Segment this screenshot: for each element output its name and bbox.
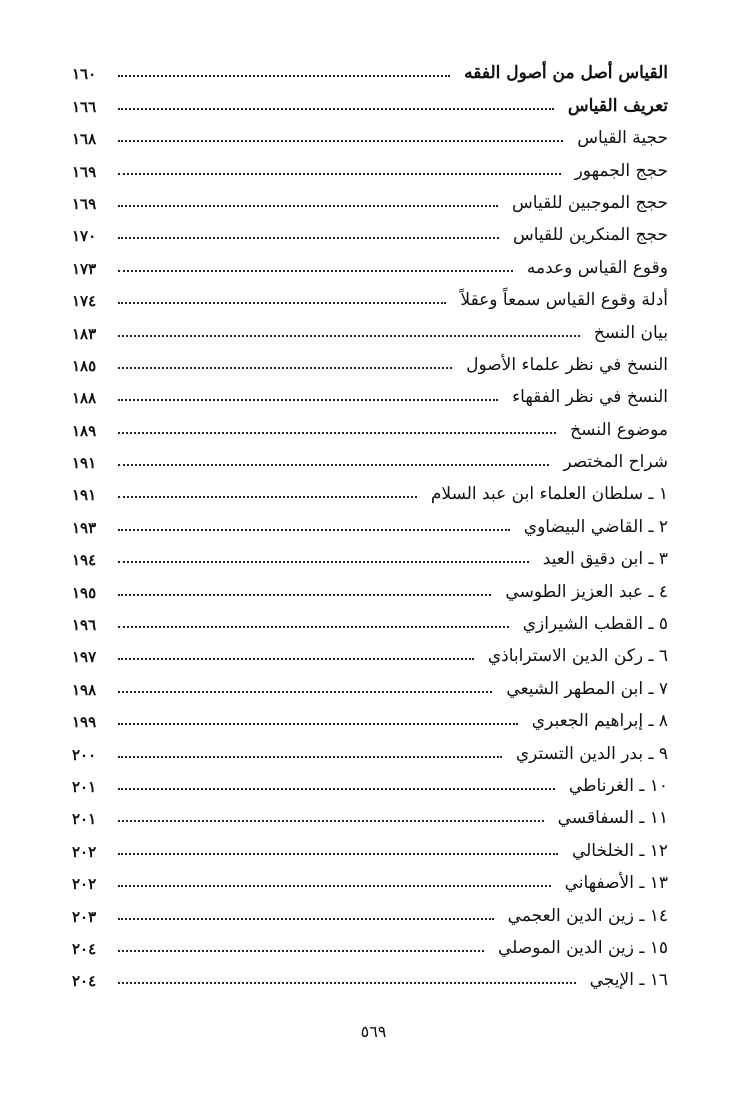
dot-leader bbox=[118, 270, 513, 272]
dot-leader bbox=[118, 594, 491, 596]
dot-leader bbox=[118, 205, 498, 207]
dot-leader bbox=[118, 820, 544, 822]
toc-entry-page-number: ١٦٨ bbox=[72, 130, 97, 149]
toc-entry bbox=[72, 827, 668, 859]
toc-entry-title: النسخ في نظر الفقهاء bbox=[512, 387, 668, 408]
toc-entry-page-number: ١٧٠ bbox=[72, 227, 97, 246]
toc-entry-page-number: ١٦٩ bbox=[72, 194, 97, 213]
page-number: ٥٦٩ bbox=[360, 1022, 387, 1041]
dot-leader bbox=[118, 950, 484, 952]
dot-leader bbox=[118, 529, 510, 531]
toc-entry-title: تعريف القياس bbox=[567, 95, 668, 116]
dot-leader bbox=[118, 788, 555, 790]
toc-entry-page-number: ٢٠١ bbox=[72, 810, 97, 829]
dot-leader bbox=[118, 918, 494, 920]
toc-entry-title: شراح المختصر bbox=[563, 452, 668, 473]
toc-entry-page-number: ١٦٩ bbox=[72, 162, 97, 181]
toc-entry bbox=[72, 471, 668, 503]
toc-entry-title: بيان النسخ bbox=[593, 322, 668, 343]
toc-entry-page-number: ١٩٩ bbox=[72, 713, 97, 732]
toc-entry-page-number: ١٨٥ bbox=[72, 356, 97, 375]
toc-entry bbox=[72, 342, 668, 374]
toc-entry-title: ١٥ ـ زين الدين الموصلي bbox=[498, 937, 668, 958]
toc-entry bbox=[72, 633, 668, 665]
toc-entry-page-number: ١٩٧ bbox=[72, 648, 97, 667]
dot-leader bbox=[118, 302, 446, 304]
toc-entry-title: القياس أصل من أصول الفقه bbox=[464, 63, 668, 84]
dot-leader bbox=[118, 464, 549, 466]
toc-entry bbox=[72, 795, 668, 827]
dot-leader bbox=[118, 982, 576, 984]
toc-entry-title: أدلة وقوع القياس سمعاً وعقلاً bbox=[460, 290, 668, 311]
toc-entry-title: حجج المنكرين للقياس bbox=[512, 225, 668, 246]
dot-leader bbox=[118, 367, 452, 369]
toc-entry-title: ١٠ ـ الغرناطي bbox=[568, 775, 668, 796]
toc-entry-page-number: ١٨٣ bbox=[72, 324, 97, 343]
toc-entry-title: النسخ في نظر علماء الأصول bbox=[466, 354, 668, 375]
toc-entry bbox=[72, 147, 668, 179]
toc-entry-title: موضوع النسخ bbox=[570, 419, 668, 440]
dot-leader bbox=[118, 399, 498, 401]
toc-entry-title: ١١ ـ السفاقسي bbox=[557, 808, 668, 829]
toc-entry-page-number: ١٩٥ bbox=[72, 583, 97, 602]
toc-entry bbox=[72, 665, 668, 697]
toc-entry-page-number: ١٧٤ bbox=[72, 292, 97, 311]
toc-entry-page-number: ٢٠٤ bbox=[72, 939, 97, 958]
toc-entry-page-number: ٢٠١ bbox=[72, 777, 97, 796]
toc-entry-page-number: ٢٠٢ bbox=[72, 842, 97, 861]
toc-entry-page-number: ٢٠٠ bbox=[72, 745, 97, 764]
toc-entry-page-number: ١٩٨ bbox=[72, 680, 97, 699]
toc-entry-page-number: ١٩١ bbox=[72, 486, 97, 505]
toc-entry bbox=[72, 374, 668, 406]
dot-leader bbox=[118, 561, 529, 563]
toc-entry-page-number: ١٨٨ bbox=[72, 389, 97, 408]
toc-entry-page-number: ١٩٦ bbox=[72, 616, 97, 635]
dot-leader bbox=[118, 75, 450, 77]
toc-entry-page-number: ٢٠٤ bbox=[72, 972, 97, 991]
toc-entry bbox=[72, 892, 668, 924]
toc-entry bbox=[72, 277, 668, 309]
toc-entry bbox=[72, 698, 668, 730]
toc-entry-page-number: ١٦٦ bbox=[72, 97, 97, 116]
dot-leader bbox=[118, 335, 580, 337]
toc-entry bbox=[72, 601, 668, 633]
toc-entry-title: ٣ ـ ابن دقيق العيد bbox=[542, 549, 668, 570]
toc-entry-page-number: ١٦٠ bbox=[72, 65, 97, 84]
toc-entry bbox=[72, 860, 668, 892]
toc-entry-page-number: ١٧٣ bbox=[72, 259, 97, 278]
toc-entry-page-number: ٢٠٣ bbox=[72, 907, 97, 926]
toc-entry bbox=[72, 212, 668, 244]
toc-entry bbox=[72, 82, 668, 114]
toc-entry bbox=[72, 50, 668, 82]
table-of-contents bbox=[72, 50, 668, 989]
dot-leader bbox=[118, 108, 554, 110]
dot-leader bbox=[118, 853, 558, 855]
toc-entry-page-number: ١٨٩ bbox=[72, 421, 97, 440]
toc-entry bbox=[72, 180, 668, 212]
toc-entry bbox=[72, 309, 668, 341]
toc-entry bbox=[72, 115, 668, 147]
toc-entry-page-number: ١٩١ bbox=[72, 454, 97, 473]
dot-leader bbox=[118, 756, 502, 758]
toc-entry bbox=[72, 763, 668, 795]
toc-entry-page-number: ٢٠٢ bbox=[72, 875, 97, 894]
toc-entry-title: ٤ ـ عبد العزيز الطوسي bbox=[505, 581, 668, 602]
toc-entry-title: ٩ ـ بدر الدين التستري bbox=[515, 743, 668, 764]
toc-entry bbox=[72, 439, 668, 471]
dot-leader bbox=[118, 723, 518, 725]
dot-leader bbox=[118, 658, 474, 660]
toc-entry-title: ١ ـ سلطان العلماء ابن عبد السلام bbox=[430, 484, 668, 505]
toc-entry bbox=[72, 503, 668, 535]
dot-leader bbox=[118, 432, 556, 434]
toc-entry-title: ٢ ـ القاضي البيضاوي bbox=[523, 516, 668, 537]
toc-entry-title: ١٤ ـ زين الدين العجمي bbox=[507, 905, 668, 926]
toc-entry-page-number: ١٩٣ bbox=[72, 518, 97, 537]
toc-entry-page-number: ١٩٤ bbox=[72, 551, 97, 570]
dot-leader bbox=[118, 173, 561, 175]
toc-entry-title: وقوع القياس وعدمه bbox=[526, 257, 668, 278]
toc-entry-title: ١٦ ـ الإيجي bbox=[589, 970, 668, 991]
toc-entry-title: ١٢ ـ الخلخالي bbox=[571, 840, 668, 861]
dot-leader bbox=[118, 691, 492, 693]
dot-leader bbox=[118, 626, 509, 628]
toc-entry bbox=[72, 957, 668, 989]
toc-entry-title: حجج الجمهور bbox=[574, 160, 668, 181]
dot-leader bbox=[118, 496, 417, 498]
toc-entry-title: ٨ ـ إبراهيم الجعبري bbox=[531, 711, 668, 732]
toc-entry bbox=[72, 925, 668, 957]
toc-entry bbox=[72, 244, 668, 276]
toc-entry bbox=[72, 536, 668, 568]
toc-entry-title: ٦ ـ ركن الدين الاستراباذي bbox=[487, 646, 668, 667]
toc-entry bbox=[72, 730, 668, 762]
toc-entry-title: حجية القياس bbox=[577, 128, 668, 149]
toc-entry-title: ١٣ ـ الأصفهاني bbox=[564, 873, 668, 894]
toc-entry-title: ٧ ـ ابن المطهر الشيعي bbox=[506, 678, 668, 699]
toc-entry bbox=[72, 568, 668, 600]
dot-leader bbox=[118, 237, 499, 239]
dot-leader bbox=[118, 140, 563, 142]
dot-leader bbox=[118, 885, 551, 887]
toc-entry-title: ٥ ـ القطب الشيرازي bbox=[522, 614, 668, 635]
toc-entry-title: حجج الموجبين للقياس bbox=[512, 192, 668, 213]
toc-entry bbox=[72, 406, 668, 438]
